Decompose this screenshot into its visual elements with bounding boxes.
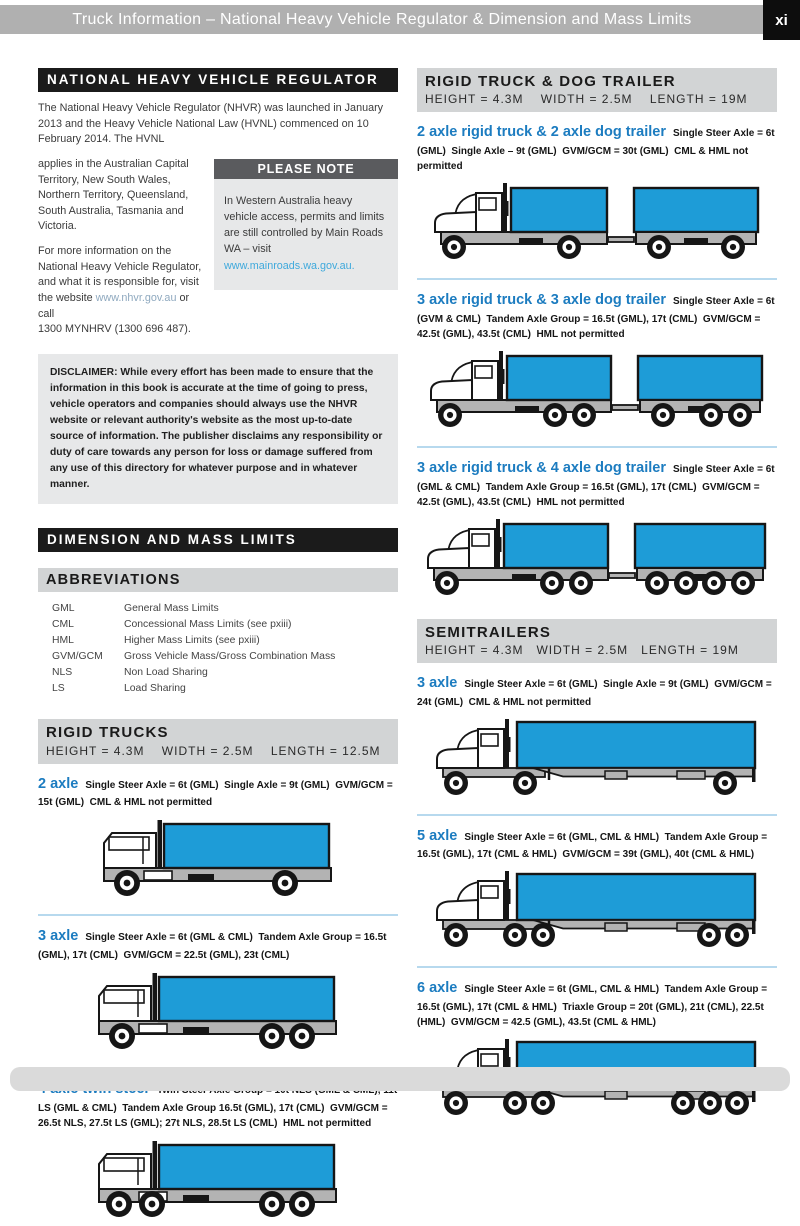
entry-name: 3 axle — [417, 674, 458, 691]
nhvr-or-call: or call — [38, 292, 190, 320]
section-divider — [417, 814, 777, 816]
section-divider — [417, 278, 777, 280]
disclaimer-text: : While every effort has been made to ensure that the information in this book is accurate at the time of going to press, vehicle operators and companies should always use the NHVR website or relevant authority's website as the most up-to-date source of information. The publisher disclaims any responsibility or duty of care towards any person for loss or damage suffered from any use of this directory for whatever purpose and in whatever manner. — [50, 366, 383, 490]
page-header — [0, 0, 800, 40]
vehicle-illustration — [98, 814, 339, 900]
rigid-trucks-header — [38, 719, 398, 763]
abbr-row — [52, 601, 398, 617]
entry-specs: Single Steer Axle = 6t (GML) Single Axle = 9t (GML) GVM/GCM = 15t (GML) CML & HML not permitted — [38, 779, 396, 809]
abbr-row — [52, 649, 398, 665]
entry-specs: Single Steer Axle = 6t (GML) Single Axle = 9t (GML) GVM/GCM = 24t (GML) CML & HML not permitted — [417, 678, 775, 708]
vehicle-illustration — [427, 346, 768, 432]
semi-3-axle-diagram — [417, 714, 777, 805]
semi-3-axle-entry — [417, 673, 777, 816]
mainroads-link[interactable]: www.mainroads.wa.gov.au. — [224, 259, 355, 272]
nhvr-phone-number: 1300 MYNHRV (1300 696 487). — [38, 323, 191, 336]
entry-name: 3 axle rigid truck & 4 axle dog trailer — [417, 459, 667, 476]
section-header-nhvr: NATIONAL HEAVY VEHICLE REGULATOR — [38, 68, 398, 92]
abbr-row — [52, 665, 398, 681]
dog-2x2-diagram — [417, 178, 777, 269]
rigid-4-axle-entry — [38, 1079, 398, 1226]
please-note-title: PLEASE NOTE — [214, 159, 398, 179]
rigid-2-axle-entry — [38, 774, 398, 917]
section-divider — [417, 446, 777, 448]
abbr-key: NLS — [52, 667, 73, 679]
abbr-def: Concessional Mass Limits (see pxiii) — [124, 619, 292, 631]
entry-name: 6 axle — [417, 980, 458, 997]
abbr-key: LS — [52, 683, 65, 695]
rigid-2-axle-diagram — [38, 814, 398, 905]
abbr-def: Gross Vehicle Mass/Gross Combination Mass — [124, 651, 336, 663]
vehicle-illustration — [93, 967, 344, 1053]
entry-name: 2 axle — [38, 775, 79, 792]
abbr-key: HML — [52, 635, 74, 647]
semitrailers-dimensions: HEIGHT = 4.3M WIDTH = 2.5M LENGTH = 19M — [425, 642, 739, 657]
semi-5-axle-entry — [417, 826, 777, 969]
vehicle-illustration — [433, 714, 761, 800]
rigid-trucks-title: RIGID TRUCKS — [46, 724, 169, 742]
disclaimer-box — [38, 354, 398, 504]
dog-3x3-entry — [417, 290, 777, 448]
entry-specs: Single Steer Axle = 6t (GML, CML & HML) Tandem Axle Group = 16.5t (GML), 17t (CML & HML) Triaxle Group = 20t (GML), 21t (CML), 22.5t (HML) GVM/GCM = 42.5 (GML), 43.5t (CML & HML) — [417, 984, 770, 1028]
dog-2x2-entry — [417, 122, 777, 280]
entry-specs: Single Steer Axle = 6t (GML, CML & HML) Tandem Axle Group = 16.5t (GML), 17t (CML & HML) GVM/GCM = 39t (GML), 40t (CML & HML) — [417, 831, 770, 861]
page-header-bar — [0, 5, 764, 34]
abbreviations-header — [38, 568, 398, 593]
left-column — [38, 68, 398, 1226]
disclaimer-label: DISCLAIMER — [50, 366, 115, 378]
abbr-def: General Mass Limits — [124, 603, 219, 615]
nhvr-intro-text: The National Heavy Vehicle Regulator (NHVR) was launched in January 2013 and the Heavy Vehicle National Law (HVNL) commenced on 10 February 2014. The HVNL — [38, 102, 384, 146]
dog-3x4-entry — [417, 458, 777, 605]
entry-name: 2 axle rigid truck & 2 axle dog trailer — [417, 124, 667, 141]
vehicle-illustration — [93, 1135, 344, 1221]
rigid-dog-header — [417, 68, 777, 112]
abbr-key: GVM/GCM — [52, 651, 103, 663]
entry-specs: LS (GML & CML) Tandem Axle Group 16.5t (GML), 17t (CML) GVM/GCM = 26.5t NLS, 27.5t LS (GML); 27t NLS, 28.5t LS (CML) HML not permitted — [38, 1102, 388, 1129]
vehicle-illustration — [433, 866, 761, 952]
please-note-body-text: In Western Australia heavy vehicle access, permits and limits are still controlled by Main Roads WA – visit — [224, 194, 385, 256]
semi-5-axle-diagram — [417, 866, 777, 957]
rigid-3-axle-diagram — [38, 967, 398, 1058]
abbr-def: Load Sharing — [124, 683, 186, 695]
abbr-key: CML — [52, 619, 74, 631]
abbreviations-title: ABBREVIATIONS — [46, 571, 181, 588]
abbr-row — [52, 681, 398, 697]
please-note-text — [214, 179, 398, 290]
page-title: Truck Information – National Heavy Vehicle Regulator & Dimension and Mass Limits — [72, 10, 692, 28]
abbr-row — [52, 617, 398, 633]
entry-specs: Single Steer Axle = 6t (GML & CML) Tandem Axle Group = 16.5t (GML), 17t (CML) GVM/GCM = 22.5t (GML), 23t (CML) — [38, 932, 390, 962]
rigid-4-axle-diagram — [38, 1135, 398, 1226]
abbr-def: Higher Mass Limits (see pxiii) — [124, 635, 260, 647]
entry-name: 5 axle — [417, 827, 458, 844]
rigid-3-axle-entry — [38, 926, 398, 1069]
entry-specs: Single Steer Axle = 6t (GVM & CML) Tandem Axle Group = 16.5t (GML), 17t (CML) GVM/GCM = 42.5t (GML), 43.5t (CML) HML not permitted — [417, 296, 778, 340]
nhvr-body — [38, 157, 398, 338]
abbreviations-list — [52, 601, 398, 697]
rigid-trucks-dimensions: HEIGHT = 4.3M WIDTH = 2.5M LENGTH = 12.5M — [46, 743, 381, 758]
abbr-def: Non Load Sharing — [124, 667, 208, 679]
semitrailers-header — [417, 619, 777, 663]
entry-specs: Single Steer Axle = 6t (GML) Single Axle – 9t (GML) GVM/GCM = 30t (GML) CML & HML not permitted — [417, 128, 778, 172]
section-divider — [417, 966, 777, 968]
vehicle-illustration — [431, 178, 764, 264]
page-number-badge: xi — [763, 0, 800, 40]
semi-6-axle-entry — [417, 978, 777, 1125]
rigid-dog-title: RIGID TRUCK & DOG TRAILER — [425, 73, 676, 90]
entry-specs: Single Steer Axle = 6t (GML & CML) Tandem Axle Group = 16.5t (GML), 17t (CML) GVM/GCM = 42.5t (GML), 43.5t (CML) HML not permitted — [417, 463, 778, 508]
abbr-key: GML — [52, 603, 75, 615]
semitrailers-title: SEMITRAILERS — [425, 623, 552, 641]
dog-3x4-diagram — [417, 514, 777, 605]
nhvr-more-info-lead: For more information on the National Heavy Vehicle Regulator, and what it is responsible for, visit the website — [38, 245, 202, 305]
content-columns — [0, 40, 800, 1226]
nhvr-states-text: applies in the Australian Capital Territory, New South Wales, Northern Territory, Queensland, South Australia, Tasmania and Victoria. — [38, 157, 189, 233]
please-note-box — [214, 159, 398, 290]
abbr-row — [52, 633, 398, 649]
vehicle-illustration — [424, 514, 771, 600]
section-divider — [38, 914, 398, 916]
rigid-dog-dimensions: HEIGHT = 4.3M WIDTH = 2.5M LENGTH = 19M — [425, 92, 748, 107]
entry-name: 3 axle rigid truck & 3 axle dog trailer — [417, 292, 667, 308]
entry-name: 3 axle — [38, 928, 79, 945]
dog-3x3-diagram — [417, 346, 777, 437]
nhvr-website-link[interactable]: www.nhvr.gov.au — [95, 292, 177, 305]
page-edge-shade — [10, 1067, 790, 1091]
right-column — [417, 68, 777, 1226]
section-header-dimension-mass: DIMENSION AND MASS LIMITS — [38, 528, 398, 552]
